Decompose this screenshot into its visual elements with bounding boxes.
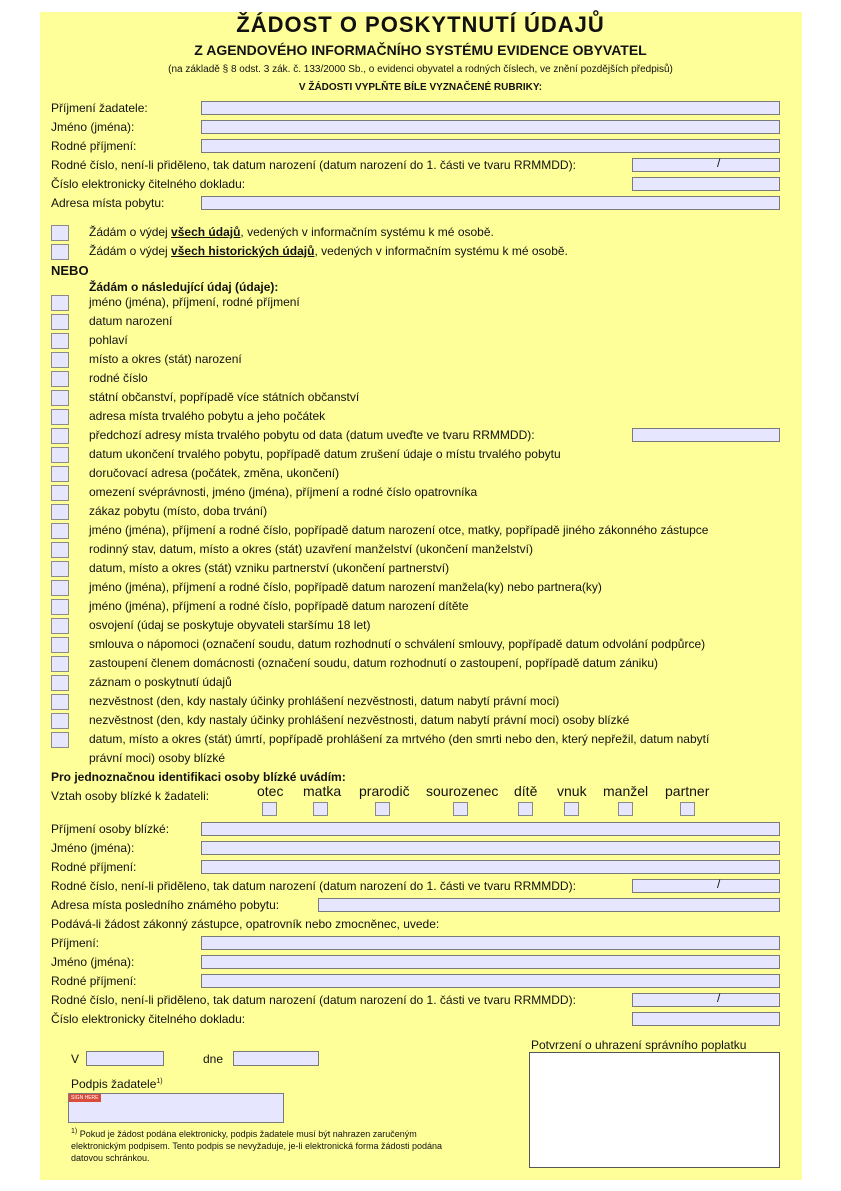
rep-name-label: Jméno (jména): — [51, 955, 135, 969]
sign-here-flag: SIGN HERE — [69, 1094, 101, 1102]
applicant-doc-label: Číslo elektronicky čitelného dokladu: — [51, 177, 246, 191]
relation-label-sourozenec: sourozenec — [426, 783, 499, 799]
item-checkbox-24[interactable] — [51, 732, 69, 748]
item-label: datum narození — [89, 314, 173, 328]
applicant-doc-input[interactable] — [632, 177, 780, 191]
applicant-address-label: Adresa místa pobytu: — [51, 196, 165, 210]
applicant-birth-number-input[interactable] — [632, 158, 780, 172]
item-label: zákaz pobytu (místo, doba trvání) — [89, 504, 268, 518]
close-name-label: Jméno (jména): — [51, 841, 135, 855]
item-checkbox-12[interactable] — [51, 504, 69, 520]
item-label: jméno (jména), příjmení a rodné číslo, popřípadě datum narození manžela(ky) nebo partnera(ky) — [89, 580, 602, 594]
item-checkbox-7[interactable] — [51, 409, 69, 425]
or-label: NEBO — [51, 263, 89, 278]
item-checkbox-16[interactable] — [51, 580, 69, 596]
applicant-name-label: Jméno (jména): — [51, 120, 135, 134]
item-label: datum ukončení trvalého pobytu, popřípadě datum zrušení údaje o místu trvalého pobytu — [89, 447, 561, 461]
item-checkbox-11[interactable] — [51, 485, 69, 501]
relation-label-vnuk: vnuk — [557, 783, 587, 799]
relation-checkbox-prarodic[interactable] — [375, 802, 390, 816]
applicant-surname-label: Příjmení žadatele: — [51, 101, 148, 115]
item-label: rodné číslo — [89, 371, 148, 385]
close-name-input[interactable] — [201, 841, 780, 855]
close-last-address-label: Adresa místa posledního známého pobytu: — [51, 898, 280, 912]
rep-birth-number-label: Rodné číslo, není-li přiděleno, tak datum narození (datum narození do 1. části ve tvaru RRMMDD): — [51, 993, 576, 1007]
form-title: ŽÁDOST O POSKYTNUTÍ ÚDAJŮ — [236, 12, 605, 37]
item-checkbox-21[interactable] — [51, 675, 69, 691]
legal-basis: (na základě § 8 odst. 3 zák. č. 133/2000 Sb., o evidenci obyvatel a rodných číslech, ve znění pozdějších předpisů) — [168, 64, 673, 75]
item-checkbox-14[interactable] — [51, 542, 69, 558]
historical-data-label: Žádám o výdej všech historických údajů, vedených v informačním systému k mé osobě. — [89, 244, 568, 258]
close-birth-number-separator: / — [717, 877, 721, 891]
item-label: rodinný stav, datum, místo a okres (stát) uzavření manželství (ukončení manželství) — [89, 542, 533, 556]
relation-checkbox-partner[interactable] — [680, 802, 695, 816]
close-birth-number-input[interactable] — [632, 879, 780, 893]
close-surname-input[interactable] — [201, 822, 780, 836]
form-subtitle: Z AGENDOVÉHO INFORMAČNÍHO SYSTÉMU EVIDENCE OBYVATEL — [194, 42, 647, 58]
rep-birth-number-separator: / — [717, 991, 721, 1005]
rep-doc-input[interactable] — [632, 1012, 780, 1026]
close-birth-surname-label: Rodné příjmení: — [51, 860, 137, 874]
item-label: předchozí adresy místa trvalého pobytu od data (datum uveďte ve tvaru RRMMDD): — [89, 428, 535, 442]
relation-checkbox-sourozenec[interactable] — [453, 802, 468, 816]
item-checkbox-9[interactable] — [51, 447, 69, 463]
close-birth-number-label: Rodné číslo, není-li přiděleno, tak datum narození (datum narození do 1. části ve tvaru RRMMDD): — [51, 879, 576, 893]
item-label: státní občanství, popřípadě více státních občanství — [89, 390, 360, 404]
item-label: jméno (jména), příjmení a rodné číslo, popřípadě datum narození dítěte — [89, 599, 469, 613]
rep-birth-number-input[interactable] — [632, 993, 780, 1007]
item-checkbox-8[interactable] — [51, 428, 69, 444]
item-checkbox-4[interactable] — [51, 352, 69, 368]
item-label: omezení svéprávnosti, jméno (jména), příjmení a rodné číslo opatrovníka — [89, 485, 478, 499]
item-label: zastoupení členem domácnosti (označení soudu, datum rozhodnutí o zastoupení, popřípadě datum zániku) — [89, 656, 659, 670]
item-checkbox-17[interactable] — [51, 599, 69, 615]
item-checkbox-6[interactable] — [51, 390, 69, 406]
item-checkbox-20[interactable] — [51, 656, 69, 672]
applicant-address-input[interactable] — [201, 196, 780, 210]
item-label: jméno (jména), příjmení, rodné příjmení — [89, 295, 300, 309]
rep-birth-surname-input[interactable] — [201, 974, 780, 988]
item-checkbox-15[interactable] — [51, 561, 69, 577]
footnote: $^{1)}$ Pokud je žádost podána elektronicky, podpis žadatele musí být nahrazen zaručeným elektronickým podpisem. Tento podpis se nevyžaduje, je-li elektronická forma žádosti podána datovou schránkou. — [71, 1128, 443, 1163]
item-label: jméno (jména), příjmení a rodné číslo, popřípadě datum narození otce, matky, popřípadě jiného zákonného zástupce — [89, 523, 709, 537]
item-label: doručovací adresa (počátek, změna, ukončení) — [89, 466, 340, 480]
relation-checkbox-otec[interactable] — [262, 802, 277, 816]
close-person-heading: Pro jednoznačnou identifikaci osoby blízké uvádím: — [51, 770, 346, 784]
rep-birth-surname-label: Rodné příjmení: — [51, 974, 137, 988]
relation-label-partner: partner — [665, 783, 710, 799]
item-checkbox-3[interactable] — [51, 333, 69, 349]
item-label: datum, místo a okres (stát) úmrtí, popřípadě prohlášení za mrtvého (den smrti nebo den, který nepřežil, datum nabytí — [89, 732, 710, 746]
relation-label: Vztah osoby blízké k žadateli: — [51, 789, 210, 803]
fee-confirmation-box[interactable] — [529, 1052, 780, 1168]
item-label: pohlaví — [89, 333, 128, 347]
item-label: smlouva o nápomoci (označení soudu, datum rozhodnutí o schválení smlouvy, popřípadě datum odvolání podpůrce) — [89, 637, 706, 651]
relation-checkbox-vnuk[interactable] — [564, 802, 579, 816]
applicant-birth-number-label: Rodné číslo, není-li přiděleno, tak datum narození (datum narození do 1. části ve tvaru RRMMDD): — [51, 158, 576, 172]
relation-label-manzel: manžel — [603, 783, 649, 799]
relation-checkbox-manzel[interactable] — [618, 802, 633, 816]
item-label: nezvěstnost (den, kdy nastaly účinky prohlášení nezvěstnosti, datum nabytí právní moci) — [89, 694, 560, 708]
rep-surname-input[interactable] — [201, 936, 780, 950]
item-label: adresa místa trvalého pobytu a jeho počátek — [89, 409, 326, 423]
item-label: nezvěstnost (den, kdy nastaly účinky prohlášení nezvěstnosti, datum nabytí právní moci) osoby blízké — [89, 713, 630, 727]
all-data-label: Žádám o výdej všech údajů, vedených v informačním systému k mé osobě. — [89, 225, 494, 239]
applicant-birth-surname-label: Rodné příjmení: — [51, 139, 137, 153]
representative-heading: Podává-li žádost zákonný zástupce, opatrovník nebo zmocněnec, uvede: — [51, 917, 440, 931]
item-label: osvojení (údaj se poskytuje obyvateli staršímu 18 let) — [89, 618, 371, 632]
item-checkbox-19[interactable] — [51, 637, 69, 653]
place-label: V — [71, 1052, 80, 1066]
close-last-address-input[interactable] — [318, 898, 780, 912]
relation-label-otec: otec — [257, 783, 284, 799]
signature-label: Podpis žadatele$^{1)}$ — [71, 1077, 163, 1091]
item-checkbox-22[interactable] — [51, 694, 69, 710]
rep-surname-label: Příjmení: — [51, 936, 100, 950]
item-label-continuation: právní moci) osoby blízké — [89, 751, 226, 765]
applicant-birth-surname-input[interactable] — [201, 139, 780, 153]
item-checkbox-18[interactable] — [51, 618, 69, 634]
relation-checkbox-dite[interactable] — [518, 802, 533, 816]
birth-number-separator: / — [717, 156, 721, 170]
item-checkbox-1[interactable] — [51, 295, 69, 311]
relation-label-prarodic: prarodič — [359, 783, 410, 799]
rep-name-input[interactable] — [201, 955, 780, 969]
item-label: záznam o poskytnutí údajů — [89, 675, 232, 689]
date-input[interactable] — [233, 1051, 319, 1066]
item-checkbox-13[interactable] — [51, 523, 69, 539]
close-surname-label: Příjmení osoby blízké: — [51, 822, 170, 836]
item-checkbox-5[interactable] — [51, 371, 69, 387]
applicant-surname-input[interactable] — [201, 101, 780, 115]
following-data-heading: Žádám o následující údaj (údaje): — [89, 280, 279, 294]
item-checkbox-2[interactable] — [51, 314, 69, 330]
previous-address-date-input[interactable] — [632, 428, 780, 442]
place-input[interactable] — [86, 1051, 164, 1066]
item-label: místo a okres (stát) narození — [89, 352, 242, 366]
all-data-checkbox[interactable] — [51, 225, 69, 241]
relation-checkbox-matka[interactable] — [313, 802, 328, 816]
relation-label-dite: dítě — [514, 783, 538, 799]
applicant-name-input[interactable] — [201, 120, 780, 134]
item-checkbox-23[interactable] — [51, 713, 69, 729]
fee-label: Potvrzení o uhrazení správního poplatku — [531, 1038, 747, 1052]
item-checkbox-10[interactable] — [51, 466, 69, 482]
date-label: dne — [203, 1052, 224, 1066]
rep-doc-label: Číslo elektronicky čitelného dokladu: — [51, 1012, 246, 1026]
relation-label-matka: matka — [303, 783, 342, 799]
close-birth-surname-input[interactable] — [201, 860, 780, 874]
historical-data-checkbox[interactable] — [51, 244, 69, 260]
item-label: datum, místo a okres (stát) vzniku partnerství (ukončení partnerství) — [89, 561, 450, 575]
fill-instruction: V ŽÁDOSTI VYPLŇTE BÍLE VYZNAČENÉ RUBRIKY: — [298, 82, 543, 93]
